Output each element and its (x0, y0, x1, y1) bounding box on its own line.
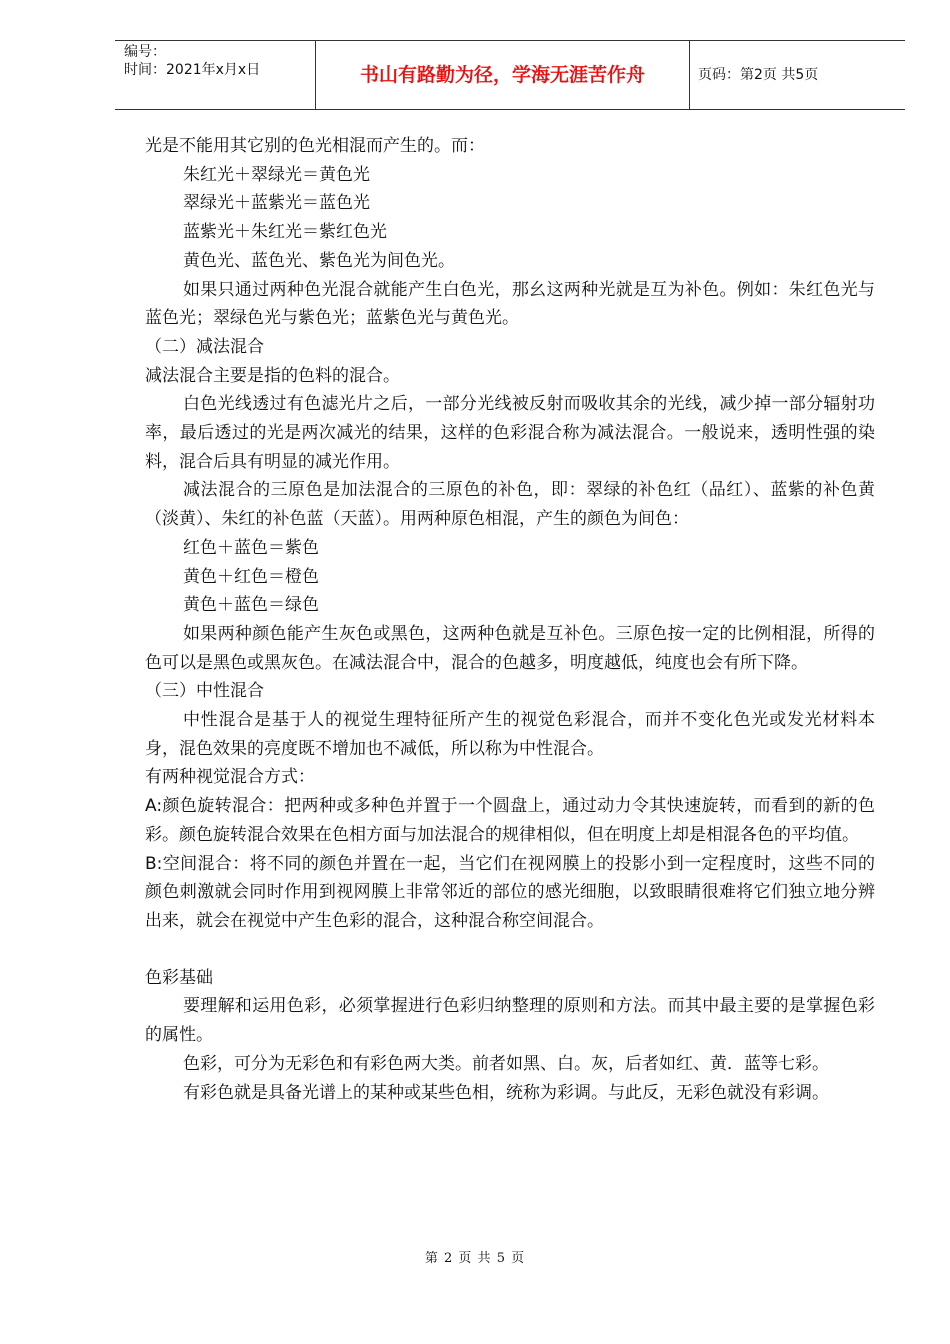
header-meta (115, 41, 316, 109)
formula-line: 朱红光＋翠绿光＝黄色光 (183, 164, 370, 185)
paragraph: 白色光线透过有色滤光片之后，一部分光线被反射而吸收其余的光线，减少掉一部分辐射功率，最后透过的光是两次减光的结果，这样的色彩混合称为减法混合。一般说来，透明性强的染料，混合后具有明显的减光作用。 (145, 394, 875, 472)
formula-line: 蓝紫光＋朱红光＝紫红色光 (183, 222, 387, 243)
paragraph: 减法混合主要是指的色料的混合。 (145, 365, 400, 386)
page-footer: 第 2 页 共 5 页 (424, 1251, 526, 1266)
list-marker: B: (145, 853, 163, 874)
list-item-b (145, 850, 875, 936)
serial-label: 编号： (124, 44, 166, 60)
formula-line: 红色＋蓝色＝紫色 (183, 537, 319, 558)
list-text: 颜色旋转混合：把两种或多种色并置于一个圆盘上，通过动力令其快速旋转，而看到的新的色彩。颜色旋转混合效果在色相方面与加法混合的规律相似，但在明度上却是相混各色的平均值。 (145, 796, 875, 845)
spacer (145, 936, 875, 964)
paragraph: 要理解和运用色彩，必须掌握进行色彩归纳整理的原则和方法。而其中最主要的是掌握色彩的属性。 (145, 996, 875, 1046)
section-heading: （三）中性混合 (145, 681, 264, 702)
page-header (115, 40, 905, 110)
list-text: 空间混合：将不同的颜色并置在一起，当它们在视网膜上的投影小到一定程度时，这些不同的颜色刺激就会同时作用到视网膜上非常邻近的部位的感光细胞，以致眼睛很难将它们独立地分辨出来，就会在视觉中产生色彩的混合，这种混合称空间混合。 (145, 853, 875, 931)
section-heading: （二）减法混合 (145, 336, 264, 357)
formula-line: 黄色＋红色＝橙色 (183, 566, 319, 587)
paragraph: 如果两种颜色能产生灰色或黑色，这两种色就是互补色。三原色按一定的比例相混，所得的色可以是黑色或黑灰色。在减法混合中，混合的色越多，明度越低，纯度也会有所下降。 (145, 623, 875, 673)
paragraph: 有彩色就是具备光谱上的某种或某些色相，统称为彩调。与此反，无彩色就没有彩调。 (183, 1082, 829, 1103)
header-motto: 书山有路勤为径，学海无涯苦作舟 (316, 41, 690, 109)
formula-line: 翠绿光＋蓝紫光＝蓝色光 (183, 193, 370, 214)
time-label: 时间：2021年x月x日 (124, 62, 261, 78)
paragraph: 中性混合是基于人的视觉生理特征所产生的视觉色彩混合，而并不变化色光或发光材料本身，混色效果的亮度既不增加也不减低，所以称为中性混合。 (145, 710, 875, 759)
header-page-label: 页码：第2页 共5页 (698, 67, 819, 83)
paragraph: 减法混合的三原色是加法混合的三原色的补色，即：翠绿的补色红（品红）、蓝紫的补色黄（淡黄）、朱红的补色蓝（天蓝）。用两种原色相混，产生的颜色为间色： (145, 480, 875, 530)
document-body (145, 132, 875, 1107)
list-marker: A: (145, 796, 163, 817)
paragraph: 如果只通过两种色光混合就能产生白色光，那幺这两种光就是互为补色。例如：朱红色光与蓝色光；翠绿色光与紫色光；蓝紫色光与黄色光。 (145, 279, 875, 329)
list-item-a (145, 792, 875, 849)
paragraph: 光是不能用其它别的色光相混而产生的。而： (145, 136, 485, 156)
paragraph: 色彩，可分为无彩色和有彩色两大类。前者如黑、白。灰，后者如红、黄．蓝等七彩。 (183, 1053, 829, 1074)
formula-line: 黄色＋蓝色＝绿色 (183, 595, 319, 616)
paragraph: 有两种视觉混合方式： (145, 767, 315, 788)
section-heading: 色彩基础 (145, 967, 213, 988)
paragraph: 黄色光、蓝色光、紫色光为间色光。 (183, 250, 455, 271)
